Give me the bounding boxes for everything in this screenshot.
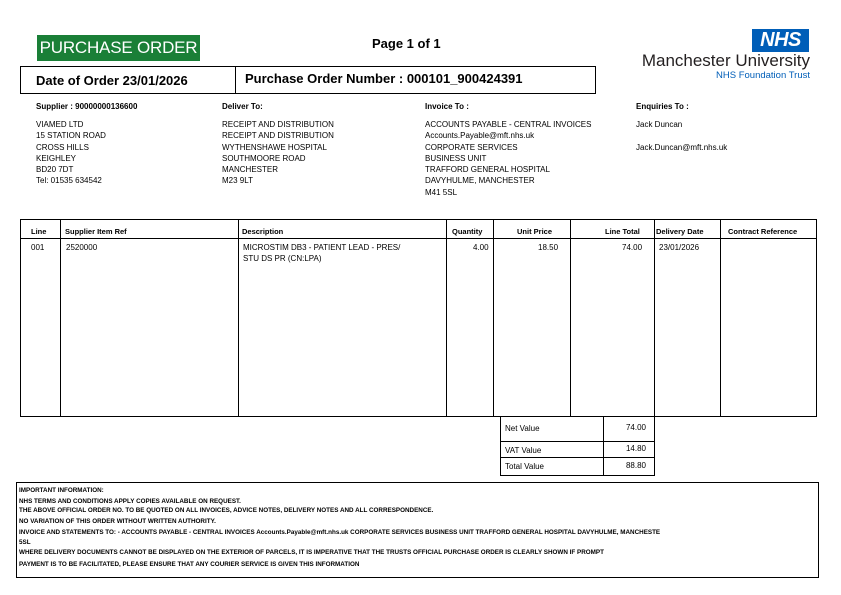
invoice-to-heading: Invoice To : bbox=[425, 102, 469, 111]
enquiries-name: Jack Duncan bbox=[636, 120, 683, 129]
address-line: Tel: 01535 634542 bbox=[36, 176, 102, 186]
page-number: Page 1 of 1 bbox=[372, 36, 441, 51]
cell-delivery-date: 23/01/2026 bbox=[659, 243, 700, 252]
info-line: NHS TERMS AND CONDITIONS APPLY COPIES AVAILABLE ON REQUEST. bbox=[19, 498, 241, 505]
deliver-to-address bbox=[222, 119, 334, 187]
cell-quantity: 4.00 bbox=[473, 243, 489, 252]
info-line: NO VARIATION OF THIS ORDER WITHOUT WRITTEN AUTHORITY. bbox=[19, 518, 216, 525]
address-line: RECEIPT AND DISTRIBUTION bbox=[222, 131, 334, 141]
address-line: CROSS HILLS bbox=[36, 142, 89, 152]
column-divider bbox=[60, 220, 61, 416]
order-box-divider bbox=[235, 67, 236, 93]
column-header-quantity: Quantity bbox=[452, 227, 483, 236]
info-line: THE ABOVE OFFICIAL ORDER NO. TO BE QUOTED ON ALL INVOICES, ADVICE NOTES, DELIVERY NOTES AND ALL CORRESPONDENCE. bbox=[19, 507, 434, 514]
cell-description bbox=[243, 242, 400, 264]
vat-value-label: VAT Value bbox=[505, 446, 542, 455]
column-divider bbox=[720, 220, 721, 416]
info-heading: IMPORTANT INFORMATION: bbox=[19, 487, 104, 494]
vat-value: 14.80 bbox=[625, 444, 646, 453]
info-line: PAYMENT IS TO BE FACILITATED, PLEASE ENSURE THAT ANY COURIER SERVICE IS GIVEN THIS INFORMATION bbox=[19, 561, 360, 568]
totals-divider bbox=[603, 417, 604, 475]
column-header-delivery-date: Delivery Date bbox=[656, 227, 704, 236]
column-divider bbox=[654, 220, 655, 416]
description-line: MICROSTIM DB3 - PATIENT LEAD - PRES/ bbox=[243, 243, 401, 252]
address-line: MANCHESTER bbox=[222, 165, 279, 175]
enquiries-email[interactable]: Jack.Duncan@mft.nhs.uk bbox=[636, 143, 728, 152]
info-line: 5SL bbox=[19, 539, 31, 546]
description-line: STU DS PR (CN:LPA) bbox=[243, 254, 322, 263]
line-items-table bbox=[20, 219, 817, 417]
column-divider bbox=[493, 220, 494, 416]
address-line: KEIGHLEY bbox=[36, 153, 77, 163]
cell-line-total: 74.00 bbox=[622, 243, 643, 252]
address-line: BUSINESS UNIT bbox=[425, 153, 487, 163]
invoice-to-address bbox=[425, 119, 591, 198]
cell-line: 001 bbox=[31, 243, 45, 252]
net-value: 74.00 bbox=[625, 423, 646, 432]
column-divider bbox=[238, 220, 239, 416]
header-row-divider bbox=[21, 238, 816, 239]
address-line: DAVYHULME, MANCHESTER bbox=[425, 176, 535, 186]
column-header-contract-reference: Contract Reference bbox=[728, 227, 798, 236]
address-line: M23 9LT bbox=[222, 176, 253, 186]
column-header-supplier-ref: Supplier Item Ref bbox=[65, 227, 127, 236]
trust-name: Manchester University bbox=[641, 51, 810, 70]
address-line: M41 5SL bbox=[425, 187, 458, 197]
total-value-label: Total Value bbox=[505, 462, 544, 471]
cell-supplier-ref: 2520000 bbox=[66, 243, 98, 252]
totals-row-divider bbox=[501, 441, 654, 442]
column-divider bbox=[446, 220, 447, 416]
totals-box bbox=[500, 416, 655, 476]
totals-row-divider bbox=[501, 457, 654, 458]
enquiries-heading: Enquiries To : bbox=[636, 102, 689, 111]
purchase-order-title: PURCHASE ORDER bbox=[37, 35, 200, 61]
address-line: ACCOUNTS PAYABLE - CENTRAL INVOICES bbox=[425, 120, 592, 129]
address-line: RECEIPT AND DISTRIBUTION bbox=[222, 120, 334, 129]
address-line: CORPORATE SERVICES bbox=[425, 142, 518, 152]
deliver-to-heading: Deliver To: bbox=[222, 102, 263, 111]
order-date: Date of Order 23/01/2026 bbox=[36, 73, 188, 88]
address-line: BD20 7DT bbox=[36, 165, 74, 175]
column-header-line-total: Line Total bbox=[605, 227, 640, 236]
nhs-logo: NHS bbox=[752, 29, 809, 52]
supplier-address bbox=[36, 119, 106, 187]
order-number: Purchase Order Number : 000101_900424391 bbox=[245, 71, 523, 86]
total-value: 88.80 bbox=[625, 461, 646, 470]
info-line: INVOICE AND STATEMENTS TO: - ACCOUNTS PAYABLE - CENTRAL INVOICES Accounts.Payable@mft.nhs.uk CORPORATE SERVICES BUSINESS UNIT TRAFFORD GENERAL HOSPITAL DAVYHULME, MANCHESTE bbox=[19, 529, 661, 536]
address-line: TRAFFORD GENERAL HOSPITAL bbox=[425, 165, 550, 175]
supplier-heading: Supplier : 90000000136600 bbox=[36, 102, 138, 111]
column-header-description: Description bbox=[242, 227, 284, 236]
address-line: WYTHENSHAWE HOSPITAL bbox=[222, 142, 327, 152]
column-divider bbox=[570, 220, 571, 416]
address-line: VIAMED LTD bbox=[36, 120, 84, 129]
column-header-line: Line bbox=[31, 227, 47, 236]
cell-unit-price: 18.50 bbox=[538, 243, 559, 252]
address-line: SOUTHMOORE ROAD bbox=[222, 153, 306, 163]
info-line: WHERE DELIVERY DOCUMENTS CANNOT BE DISPLAYED ON THE EXTERIOR OF PARCELS, IT IS IMPERATIVE THAT THE TRUSTS OFFICIAL PURCHASE ORDER IS CLEARLY SHOWN IF PROMPT bbox=[19, 549, 604, 556]
important-information-box bbox=[16, 482, 819, 578]
invoice-email[interactable]: Accounts.Payable@mft.nhs.uk bbox=[425, 131, 535, 141]
column-header-unit-price: Unit Price bbox=[517, 227, 553, 236]
trust-subtitle: NHS Foundation Trust bbox=[716, 70, 810, 81]
address-line: 15 STATION ROAD bbox=[36, 131, 106, 141]
net-value-label: Net Value bbox=[505, 424, 540, 433]
